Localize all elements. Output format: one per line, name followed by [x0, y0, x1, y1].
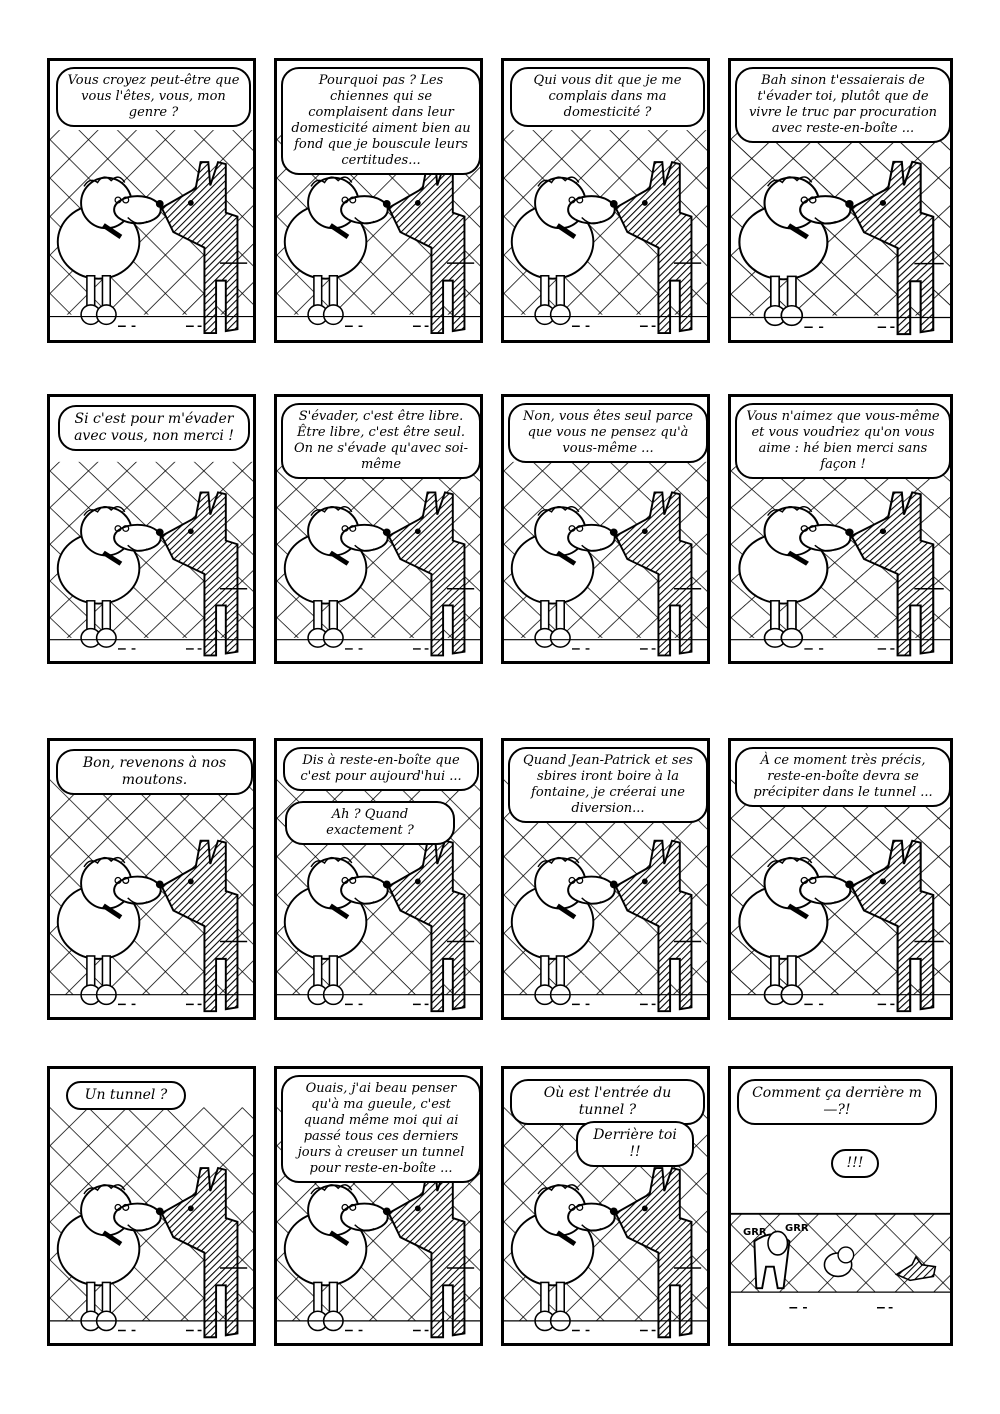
speech-bubble: Si c'est pour m'évader avec vous, non merci ! [58, 405, 250, 451]
speech-bubble: Derrière toi !! [576, 1121, 694, 1167]
panel-1-4 [728, 58, 953, 343]
speech-bubble: Ah ? Quand exactement ? [285, 801, 455, 845]
speech-bubble: Bah sinon t'essaierais de t'évader toi, plutôt que de vivre le truc par procuration avec reste-en-boîte ... [735, 67, 951, 143]
panel-3-4 [728, 738, 953, 1020]
panel-1-3 [501, 58, 710, 343]
panel-1-1 [47, 58, 256, 343]
speech-bubble: Dis à reste-en-boîte que c'est pour aujourd'hui ... [283, 747, 479, 791]
speech-bubble: Comment ça derrière m—?! [737, 1079, 937, 1125]
growl-sfx: GRR [743, 1227, 767, 1238]
panel-2-1 [47, 394, 256, 664]
speech-bubble: S'évader, c'est être libre. Être libre, c'est être seul. On ne s'évade qu'avec soi-même [281, 403, 481, 479]
panel-4-3 [501, 1066, 710, 1346]
panel-2-3 [501, 394, 710, 664]
panel-4-4 [728, 1066, 953, 1346]
panel-3-1 [47, 738, 256, 1020]
speech-bubble: Qui vous dit que je me complais dans ma domesticité ? [510, 67, 705, 127]
exclamation-bubble: !!! [831, 1149, 879, 1178]
panel-3-2 [274, 738, 483, 1020]
speech-bubble: Quand Jean-Patrick et ses sbires iront boire à la fontaine, je créerai une diversion... [508, 747, 708, 823]
speech-bubble: Non, vous êtes seul parce que vous ne pensez qu'à vous-même ... [508, 403, 708, 463]
speech-bubble: Pourquoi pas ? Les chiennes qui se complaisent dans leur domesticité aiment bien au fond que je bouscule leurs certitudes... [281, 67, 481, 175]
panel-4-2 [274, 1066, 483, 1346]
panel-2-4 [728, 394, 953, 664]
growl-sfx: GRR [785, 1223, 809, 1234]
speech-bubble: Où est l'entrée du tunnel ? [510, 1079, 705, 1125]
speech-bubble: Bon, revenons à nos moutons. [56, 749, 253, 795]
speech-bubble: Un tunnel ? [66, 1081, 186, 1110]
speech-bubble: Vous n'aimez que vous-même et vous voudriez qu'on vous aime : hé bien merci sans façon ! [735, 403, 951, 479]
speech-bubble: À ce moment très précis, reste-en-boîte devra se précipiter dans le tunnel ... [735, 747, 951, 807]
panel-3-3 [501, 738, 710, 1020]
panel-2-2 [274, 394, 483, 664]
panel-1-2 [274, 58, 483, 343]
panel-4-1 [47, 1066, 256, 1346]
speech-bubble: Vous croyez peut-être que vous l'êtes, vous, mon genre ? [56, 67, 251, 127]
fence-scene-art [50, 1069, 253, 1343]
speech-bubble: Ouais, j'ai beau penser qu'à ma gueule, c'est quand même moi qui ai passé tous ces derniers jours à creuser un tunnel pour reste-en-boîte ... [281, 1075, 481, 1183]
